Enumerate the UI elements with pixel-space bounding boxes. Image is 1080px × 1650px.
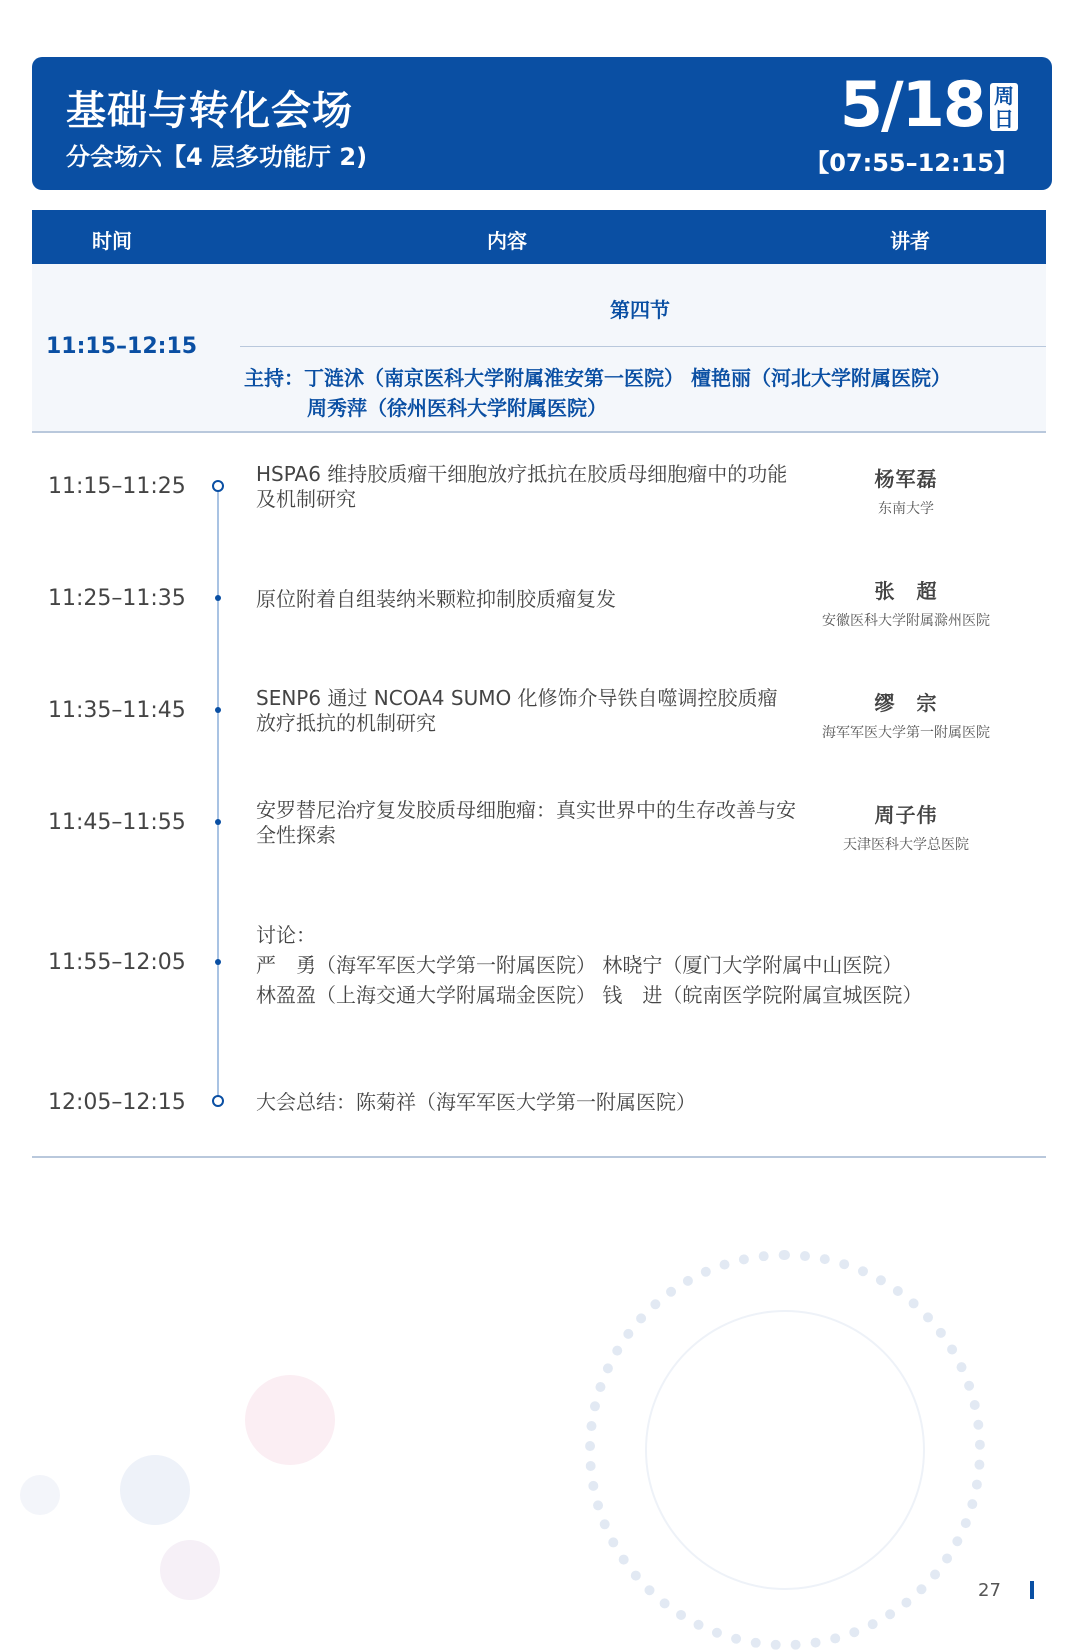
summary-time: 12:05–12:15	[48, 1090, 186, 1115]
discussion-line-2: 林盈盈（上海交通大学附属瑞金医院） 钱 进（皖南医学院附属宣城医院）	[256, 983, 923, 1007]
speaker-affiliation: 东南大学	[878, 501, 934, 517]
decorative-bubble	[245, 1375, 335, 1465]
discussion-label: 讨论：	[256, 923, 316, 947]
row-time: 11:25–11:35	[48, 586, 186, 611]
ferris-wheel-decoration	[585, 1250, 985, 1650]
page-number: 27	[978, 1580, 1001, 1601]
speaker-affiliation: 海军军医大学第一附属医院	[822, 725, 990, 741]
speaker-name: 杨军磊	[874, 467, 938, 491]
decorative-bubble	[120, 1455, 190, 1525]
venue-subtitle: 分会场六【4 层多功能厅 2)	[66, 143, 368, 171]
page-number-bar	[1030, 1581, 1034, 1599]
row-speaker	[806, 799, 1006, 854]
speaker-name: 周子伟	[874, 803, 938, 827]
row-topic: 原位附着自组装纳米颗粒抑制胶质瘤复发	[256, 587, 616, 611]
speaker-name: 缪 宗	[874, 691, 938, 715]
row-topic: SENP6 通过 NCOA4 SUMO 化修饰介导铁自噬调控胶质瘤放疗抵抗的机制研究	[256, 686, 778, 735]
bottom-rule	[32, 1156, 1046, 1158]
section-title: 第四节	[610, 298, 670, 322]
row-topic: 安罗替尼治疗复发胶质母细胞瘤：真实世界中的生存改善与安全性探索	[256, 798, 796, 847]
row-speaker	[806, 687, 1006, 742]
speaker-name: 张 超	[874, 579, 938, 603]
row-speaker	[806, 463, 1006, 518]
session-time-range: 【07:55–12:15】	[805, 149, 1018, 177]
header-banner	[32, 57, 1052, 190]
timeline-line	[217, 485, 219, 1103]
timeline-dot	[212, 956, 224, 968]
discussion-time: 11:55–12:05	[48, 950, 186, 975]
timeline-dot	[212, 592, 224, 604]
session-block	[32, 264, 1046, 433]
timeline-dot-open	[212, 1095, 224, 1107]
weekday-badge: 周日	[990, 83, 1018, 131]
discussion-line-1: 严 勇（海军军医大学第一附属医院） 林晓宁（厦门大学附属中山医院）	[256, 953, 903, 977]
hosts-line-2: 周秀萍（徐州医科大学附属医院）	[307, 396, 607, 420]
table-header	[32, 210, 1046, 264]
row-time: 11:35–11:45	[48, 698, 186, 723]
discussion-block	[256, 920, 922, 1010]
speaker-affiliation: 安徽医科大学附属滁州医院	[822, 613, 990, 629]
row-time: 11:15–11:25	[48, 474, 186, 499]
summary-text: 大会总结：陈菊祥（海军军医大学第一附属医院）	[256, 1090, 696, 1114]
session-time: 11:15–12:15	[46, 334, 198, 359]
date-block	[805, 68, 1018, 178]
column-header-content: 内容	[487, 229, 527, 253]
hosts-line-1: 主持：丁涟沭（南京医科大学附属淮安第一医院） 檀艳丽（河北大学附属医院）	[244, 366, 951, 390]
date: 5/18	[839, 68, 984, 141]
decorative-bubble	[160, 1540, 220, 1600]
timeline-dot	[212, 704, 224, 716]
timeline-dot	[212, 816, 224, 828]
venue-title: 基础与转化会场	[66, 88, 353, 134]
row-topic: HSPA6 维持胶质瘤干细胞放疗抵抗在胶质母细胞瘤中的功能及机制研究	[256, 462, 788, 511]
column-header-time: 时间	[92, 229, 132, 253]
timeline-dot-open	[212, 480, 224, 492]
speaker-affiliation: 天津医科大学总医院	[843, 837, 969, 853]
column-header-speaker: 讲者	[890, 229, 930, 253]
divider	[240, 346, 1046, 347]
decorative-bubble	[20, 1475, 60, 1515]
row-speaker	[806, 575, 1006, 630]
row-time: 11:45–11:55	[48, 810, 186, 835]
